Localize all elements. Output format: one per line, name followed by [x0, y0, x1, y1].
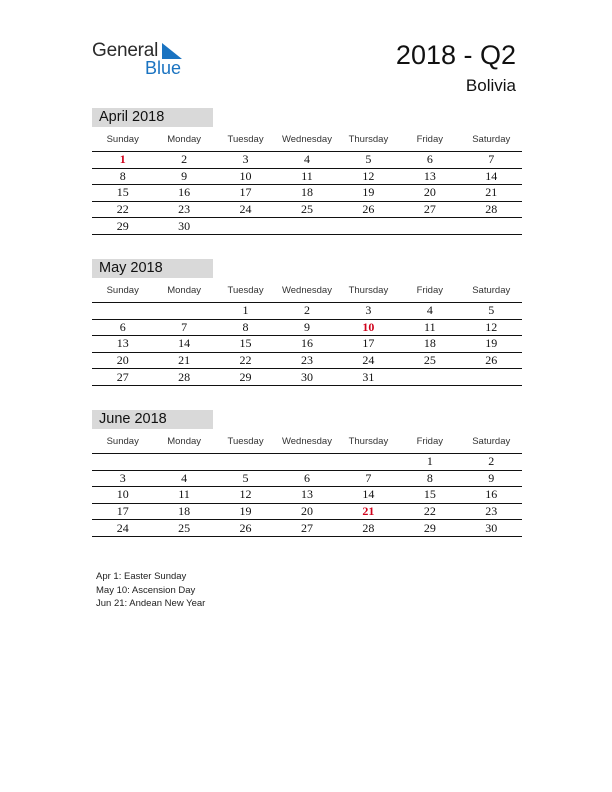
day-cell: 27 — [116, 369, 129, 384]
day-cell: 27 — [300, 520, 313, 535]
weekday-label: Friday — [416, 284, 444, 296]
day-cell: 16 — [300, 336, 313, 351]
day-cell: 30 — [300, 369, 313, 384]
day-cell: 9 — [181, 168, 188, 183]
day-cell: 18 — [423, 336, 436, 351]
week-rows — [92, 152, 522, 235]
weekday-label: Sunday — [106, 133, 139, 145]
day-cell: 8 — [119, 168, 126, 183]
weekday-label: Wednesday — [281, 435, 332, 447]
day-cell: 25 — [423, 353, 436, 368]
day-cell: 20 — [116, 353, 129, 368]
day-cell: 29 — [116, 218, 129, 233]
day-cell: 11 — [424, 319, 436, 334]
day-cell: 6 — [119, 319, 126, 334]
day-cell: 31 — [362, 369, 375, 384]
logo-blue-text: Blue — [145, 58, 182, 78]
day-cell: 15 — [116, 185, 129, 200]
day-cell: 12 — [485, 319, 498, 334]
day-cell: 9 — [303, 319, 310, 334]
day-cell: 7 — [365, 470, 372, 485]
day-cell: 24 — [362, 353, 375, 368]
holiday-note: May 10: Ascension Day — [96, 584, 196, 596]
day-cell: 13 — [300, 487, 313, 502]
day-cell: 4 — [426, 303, 433, 318]
day-cell: 5 — [242, 470, 249, 485]
day-cell: 4 — [303, 152, 310, 167]
day-cell: 24 — [239, 202, 252, 217]
day-cell: 2 — [303, 303, 310, 318]
day-cell: 3 — [242, 152, 249, 167]
day-cell: 17 — [116, 504, 129, 519]
day-cell: 9 — [488, 470, 495, 485]
day-cell: 26 — [362, 202, 375, 217]
day-cell: 5 — [488, 303, 495, 318]
weekday-label: Friday — [416, 435, 444, 447]
day-cell: 13 — [116, 336, 129, 351]
day-cell: 1 — [426, 454, 433, 469]
day-cell: 20 — [300, 504, 313, 519]
day-cell: 22 — [116, 202, 129, 217]
brand-logo — [92, 40, 192, 80]
holiday-note: Jun 21: Andean New Year — [96, 598, 206, 609]
holiday-note: Apr 1: Easter Sunday — [96, 571, 187, 582]
week-row — [92, 169, 522, 186]
weekday-label: Sunday — [106, 284, 139, 296]
weekday-label: Tuesday — [227, 284, 264, 296]
weekday-label: Wednesday — [281, 284, 332, 296]
day-cell: 15 — [423, 487, 436, 502]
day-cell: 24 — [116, 520, 129, 535]
day-cell: 16 — [178, 185, 191, 200]
week-row — [92, 320, 522, 337]
day-cell: 8 — [242, 319, 249, 334]
week-row — [92, 504, 522, 521]
day-cell: 10 — [362, 319, 375, 334]
week-row — [92, 202, 522, 219]
weekday-label: Monday — [167, 284, 202, 296]
week-row — [92, 353, 522, 370]
weekday-label: Monday — [167, 435, 202, 447]
weekday-label: Sunday — [106, 435, 139, 447]
month-calendar-may — [92, 259, 522, 386]
day-cell: 22 — [239, 353, 252, 368]
day-cell: 2 — [181, 152, 188, 167]
weekday-label: Thursday — [348, 284, 389, 296]
day-cell: 4 — [181, 470, 188, 485]
day-cell: 17 — [362, 336, 375, 351]
day-cell: 13 — [423, 168, 436, 183]
week-row — [92, 185, 522, 202]
day-cell: 22 — [423, 504, 436, 519]
day-cell: 11 — [178, 487, 190, 502]
day-cell: 12 — [362, 168, 375, 183]
day-cell: 12 — [239, 487, 252, 502]
day-cell: 11 — [301, 168, 313, 183]
day-cell: 30 — [178, 218, 191, 233]
day-cell: 7 — [488, 152, 495, 167]
day-cell: 8 — [426, 470, 433, 485]
month-title: May 2018 — [92, 259, 213, 278]
day-cell: 3 — [119, 470, 126, 485]
day-cell: 18 — [300, 185, 313, 200]
holiday-notes — [96, 570, 205, 611]
weekday-label: Monday — [167, 133, 202, 145]
day-cell: 26 — [485, 353, 498, 368]
day-cell: 23 — [485, 504, 498, 519]
weekday-label: Thursday — [348, 435, 389, 447]
day-cell: 6 — [303, 470, 310, 485]
week-row — [92, 303, 522, 320]
day-cell: 23 — [178, 202, 191, 217]
day-cell: 10 — [239, 168, 252, 183]
week-row — [92, 336, 522, 353]
day-cell: 7 — [181, 319, 188, 334]
day-cell: 19 — [239, 504, 252, 519]
day-cell: 15 — [239, 336, 252, 351]
day-cell: 17 — [239, 185, 252, 200]
week-row — [92, 487, 522, 504]
page-title: 2018 - Q2 — [395, 40, 516, 70]
day-cell: 1 — [242, 303, 249, 318]
week-rows — [92, 454, 522, 537]
week-row — [92, 218, 522, 235]
weekday-label: Tuesday — [227, 435, 264, 447]
week-row — [92, 369, 522, 386]
day-cell: 5 — [365, 152, 372, 167]
week-row — [92, 471, 522, 488]
month-calendar-june — [92, 410, 522, 537]
day-cell: 21 — [178, 353, 191, 368]
day-cell: 25 — [300, 202, 313, 217]
month-title: April 2018 — [92, 108, 213, 127]
week-row — [92, 152, 522, 169]
day-cell: 28 — [362, 520, 375, 535]
day-cell: 26 — [239, 520, 252, 535]
weekday-header-row — [92, 127, 522, 152]
month-calendar-april — [92, 108, 522, 235]
week-row — [92, 520, 522, 537]
day-cell: 2 — [488, 454, 495, 469]
day-cell: 1 — [119, 152, 126, 167]
day-cell: 6 — [426, 152, 433, 167]
weekday-label: Saturday — [472, 435, 511, 447]
week-row — [92, 454, 522, 471]
weekday-label: Thursday — [348, 133, 389, 145]
day-cell: 21 — [485, 185, 498, 200]
logo-triangle-icon — [162, 43, 184, 59]
weekday-label: Tuesday — [227, 133, 264, 145]
country-name: Bolivia — [465, 76, 516, 95]
day-cell: 19 — [485, 336, 498, 351]
day-cell: 10 — [116, 487, 129, 502]
weekday-label: Saturday — [472, 133, 511, 145]
day-cell: 28 — [178, 369, 191, 384]
day-cell: 29 — [423, 520, 436, 535]
day-cell: 3 — [365, 303, 372, 318]
month-title: June 2018 — [92, 410, 213, 429]
day-cell: 28 — [485, 202, 498, 217]
day-cell: 20 — [423, 185, 436, 200]
weekday-header-row — [92, 429, 522, 454]
weekday-label: Saturday — [472, 284, 511, 296]
weekday-header-row — [92, 278, 522, 303]
day-cell: 29 — [239, 369, 252, 384]
weekday-label: Friday — [416, 133, 444, 145]
logo-general-text: General — [92, 40, 159, 61]
day-cell: 25 — [178, 520, 191, 535]
day-cell: 16 — [485, 487, 498, 502]
day-cell: 19 — [362, 185, 375, 200]
day-cell: 18 — [178, 504, 191, 519]
day-cell: 14 — [485, 168, 498, 183]
day-cell: 23 — [300, 353, 313, 368]
day-cell: 14 — [178, 336, 191, 351]
day-cell: 14 — [362, 487, 375, 502]
day-cell: 21 — [362, 504, 375, 519]
weekday-label: Wednesday — [281, 133, 332, 145]
week-rows — [92, 303, 522, 386]
day-cell: 27 — [423, 202, 436, 217]
day-cell: 30 — [485, 520, 498, 535]
